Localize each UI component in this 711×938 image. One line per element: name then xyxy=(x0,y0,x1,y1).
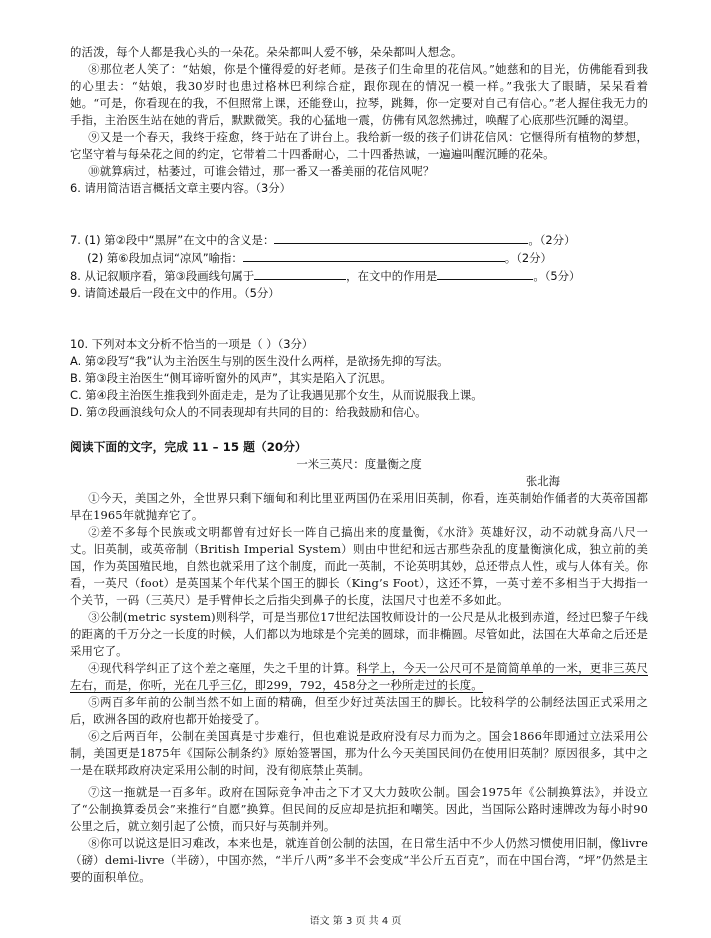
story-paragraph-continued: 的活泼，每个人都是我心头的一朵花。朵朵都叫人爱不够，朵朵都叫人想念。 xyxy=(70,45,463,59)
question-8-middle: ，在文中的作用是 xyxy=(346,269,438,283)
question-8-prompt: 8. 从记叙顺序看，第③段画线句属于 xyxy=(70,269,255,283)
option-b: B. 第③段主治医生“侧耳谛听窗外的风声”，其实是陷入了沉思。 xyxy=(70,371,392,385)
answer-blank-7-1[interactable] xyxy=(274,231,528,244)
answer-space xyxy=(70,302,648,319)
article-paragraph-2: ②差不多每个民族或文明都曾有过好长一阵自己搞出来的度量衡，《水浒》英雄好汉，动不动就身高八尺一丈。旧英制，或英帝制（British Imperial System）则由中世纪和远古那些杂乱的度量衡演化成，独立前的美国，作为英国殖民地，自然也就采用了这个制度，而此一英制，不论英明其妙，总还带点人性，或与人体有关。你看，一英尺（foot）是英国某个年代某个国王的脚长（King’s Foot），这还不算，一英寸差不多相当于大拇指一个关节，一码（三英尺）是手臂伸长之后指尖到鼻子的长度，法国尺寸也差不多如此。 xyxy=(70,525,648,607)
article-paragraph-1: ①今天，美国之外，全世界只剩下缅甸和利比里亚两国仍在采用旧英制，你看，连英制始作俑者的大英帝国都早在1965年就抛弃它了。 xyxy=(70,491,648,522)
question-7-2-score: 。（2分） xyxy=(504,251,552,265)
story-paragraph-9: ⑨又是一个春天，我终于痊愈，终于站在了讲台上。我给新一级的孩子们讲花信风：它惬得所有植物的梦想，它坚守着与每朵花之间的约定，它带着二十四番耐心，二十四番热诚，一遍遍叫醒沉睡的花朵。 xyxy=(70,130,648,161)
dotted-word: 彻底禁止 xyxy=(289,763,336,777)
article-paragraph-3: ③公制(metric system)则科学，可是当那位17世纪法国牧师设计的一公尺是从北极到赤道，经过巴黎子午线的距离的千万分之一长度的时候，人们都以为地球是个完美的圆球，而非椭圆。尽管如此，法国在大革命之后还是采用它了。 xyxy=(70,610,648,658)
question-6: 6. 请用简洁语言概括文章主要内容。（3分） xyxy=(70,181,292,195)
page-footer: 语文 第 3 页 共 4 页 xyxy=(309,916,402,927)
article-paragraph-8: ⑧你可以说这是旧习难改，本来也是，就连首创公制的法国，在日常生活中不少人仍然习惯使用旧制，像livre（磅）demi-livre（半磅），中国亦然，“半斤八两”多半不会变成“半公斤五百克”，而在中国台湾，“坪”仍然是主要的面积单位。 xyxy=(70,836,648,884)
question-8-score: 。（5分） xyxy=(533,269,581,283)
question-7-1-score: 。（2分） xyxy=(528,233,576,247)
question-9: 9. 请简述最后一段在文中的作用。（5分） xyxy=(70,286,280,300)
article-paragraph-4-text: ④现代科学纠正了这个差之毫厘，失之千里的计算。 xyxy=(88,661,357,675)
answer-space xyxy=(70,214,648,231)
answer-space xyxy=(70,197,648,214)
question-7-1-prompt: 7. (1) 第②段中“黑屏”在文中的含义是： xyxy=(70,233,275,247)
option-c: C. 第④段主治医生推我到外面走走，是为了让我遇见那个女生，从而说服我上课。 xyxy=(70,388,483,402)
article-paragraph-6-text: ⑥之后两百年，公制在美国真是寸步难行，但也难说是政府没有尽力而为之。国会1866年即通过立法采用公制，美国更是1875年《国际公制条约》原始签署国，那为什么今天美国民间仍在使用旧英制？原因很多，其中之一是在联邦政府决定采用公制的时间，没有 xyxy=(70,729,648,777)
article-paragraph-4 xyxy=(70,660,648,694)
question-7-2 xyxy=(70,249,648,267)
answer-space xyxy=(70,319,648,336)
story-paragraph-8: ⑧那位老人笑了：“姑娘，你是个懂得爱的好老师。是孩子们生命里的花信风。”她慈和的目光，仿佛能看到我的心里去：“姑娘，我30岁时也患过格林巴利综合症，跟你现在的情况一模一样。”我张大了眼睛，呆呆看着她。“可是，你看现在的我，不但照常上课，还能登山，拉琴，跳舞，你一定要对自己有信心。”老人握住我无力的手指，主治医生站在她的背后，默默微笑。我的心猛地一震，仿佛有风忽然拂过，唤醒了心底那些沉睡的渴望。 xyxy=(70,62,648,127)
option-a: A. 第②段写“我”认为主治医生与别的医生没什么两样，是欲扬先抑的写法。 xyxy=(70,354,449,368)
article-paragraph-5: ⑤两百多年前的公制当然不如上面的精确，但至少好过英法国王的脚长。比较科学的公制经法国正式采用之后，欧洲各国的政府也都开始接受了。 xyxy=(70,695,648,726)
article-author: 张北海 xyxy=(525,474,560,488)
article-title: 一米三英尺：度量衡之度 xyxy=(296,457,422,471)
answer-blank-8-a[interactable] xyxy=(254,267,346,280)
reading-section-heading: 阅读下面的文字，完成 11 – 15 题（20分） xyxy=(70,440,307,454)
exam-page xyxy=(70,44,648,886)
question-7-1 xyxy=(70,231,648,249)
answer-blank-7-2[interactable] xyxy=(243,249,505,262)
article-paragraph-6-end: 英制。 xyxy=(335,763,371,777)
section-spacer xyxy=(70,421,648,438)
article-paragraph-7: ⑦这一拖就是一百多年。政府在国际竞争冲击之下才又大力鼓吹公制。国会1975年《公制换算法》，并设立了“公制换算委员会”来推行“自愿”换算。但民间的反应却是抗拒和嘲笑。因此，当国际公路时速牌改为每小时90公里之后，就立刻引起了公愤，而只好与英制并列。 xyxy=(70,785,648,833)
question-8 xyxy=(70,267,648,285)
answer-blank-8-b[interactable] xyxy=(437,267,533,280)
question-7-2-prompt: (2) 第⑥段加点词“凉风”喻指： xyxy=(87,251,243,265)
article-paragraph-6 xyxy=(70,728,648,784)
question-10: 10. 下列对本文分析不恰当的一项是（ ）（3分） xyxy=(70,337,314,351)
story-paragraph-10: ⑩就算病过，枯萎过，可谁会错过，那一番又一番美丽的花信风呢？ xyxy=(88,164,435,178)
underlined-sentence: 科学上，今天一公尺可不是简简单单的一米，更非三英尺左右，而是，你听，光在几乎三亿，即299，792，458分之一秒所走过的长度。 xyxy=(70,661,648,692)
option-d: D. 第⑦段画浪线句众人的不同表现却有共同的目的：给我鼓励和信心。 xyxy=(70,405,427,419)
